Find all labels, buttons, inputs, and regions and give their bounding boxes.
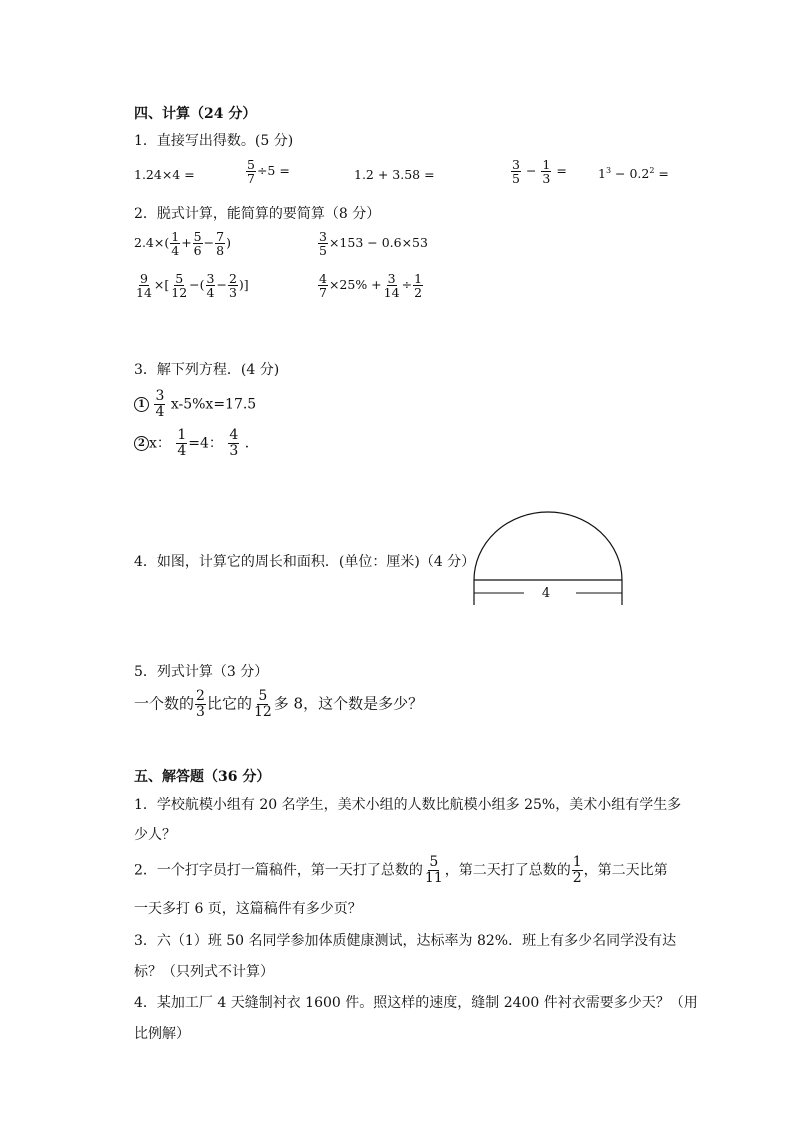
q2-expr-d: $\frac{4}{7}$ ×25% + $\frac{3}{14}$ ÷ $\frac{1}{2}$: [319, 271, 423, 300]
problem-3-line-2: 标？（只列式不计算）: [134, 964, 274, 980]
q3-title: 3．解下列方程．(4 分): [134, 362, 280, 378]
problem-1-line-1: 1．学校航模小组有 20 名学生，美术小组的人数比航模小组多 25%，美术小组有学生多: [134, 797, 682, 813]
q4-title: 4．如图，计算它的周长和面积．(单位：厘米)（4 分）: [134, 554, 476, 570]
q1-expr-1: 1.24×4 =: [134, 167, 195, 182]
problem-3-line-1: 3．六（1）班 50 名同学参加体质健康测试，达标率为 82%．班上有多少名同学没有达: [134, 933, 677, 949]
problem-2-line-1: 2．一个打字员打一篇稿件，第一天打了总数的 $\frac{5}{11}$ ，第二天打了总数的 $\frac{1}{2}$ ，第二天比第: [134, 854, 668, 886]
q2-expr-c: $\frac{9}{14}$ ×[ $\frac{5}{12}$ −( $\frac{3}{4}$ − $\frac{2}{3}$ )]: [136, 271, 249, 300]
q2-expr-a: 2.4×( $\frac{1}{4}$ + $\frac{5}{6}$ − $\frac{7}{8}$ ): [134, 229, 231, 258]
q1-expr-3: 1.2 + 3.58 =: [354, 167, 435, 182]
q1-expr-2: $\frac{5}{7}$ ÷5 =: [247, 157, 290, 186]
semicircle-arc: [474, 512, 622, 580]
q3-equation-1: 1 $\frac{3}{4}$ x-5%x=17.5: [134, 389, 256, 420]
q1-expr-5: $1^3 - 0.2^2$ =: [598, 166, 669, 182]
circled-number-1: 1: [134, 397, 149, 412]
section-5-title: 五、解答题（36 分）: [134, 769, 271, 785]
q1-title: 1．直接写出得数。(5 分): [134, 133, 294, 149]
problem-4-line-1: 4．某加工厂 4 天缝制衬衣 1600 件。照这样的速度，缝制 2400 件衬衣需要多少天？（用: [134, 995, 698, 1011]
q5-title: 5．列式计算（3 分）: [134, 664, 269, 680]
q5-question: 一个数的 $\frac{2}{3}$ 比它的 $\frac{5}{12}$ 多 8，这个数是多少？: [134, 688, 424, 720]
q1-expr-4: $\frac{3}{5}$ − $\frac{1}{3}$ =: [512, 157, 567, 186]
q2-title: 2．脱式计算，能简算的要简算（8 分）: [134, 206, 381, 222]
q3-equation-2: 2 x： $\frac{1}{4}$ =4： $\frac{4}{3}$ ．: [134, 428, 259, 459]
section-4-title: 四、计算（24 分）: [134, 106, 257, 122]
problem-4-line-2: 比例解）: [134, 1026, 190, 1042]
dimension-label: 4: [541, 586, 551, 601]
problem-1-line-2: 少人？: [134, 827, 176, 843]
q2-expr-b: $\frac{3}{5}$ ×153 − 0.6×53: [319, 229, 428, 258]
circled-number-2: 2: [134, 436, 149, 451]
problem-2-line-2: 一天多打 6 页，这篇稿件有多少页？: [134, 901, 362, 917]
semicircle-figure: [466, 508, 630, 608]
